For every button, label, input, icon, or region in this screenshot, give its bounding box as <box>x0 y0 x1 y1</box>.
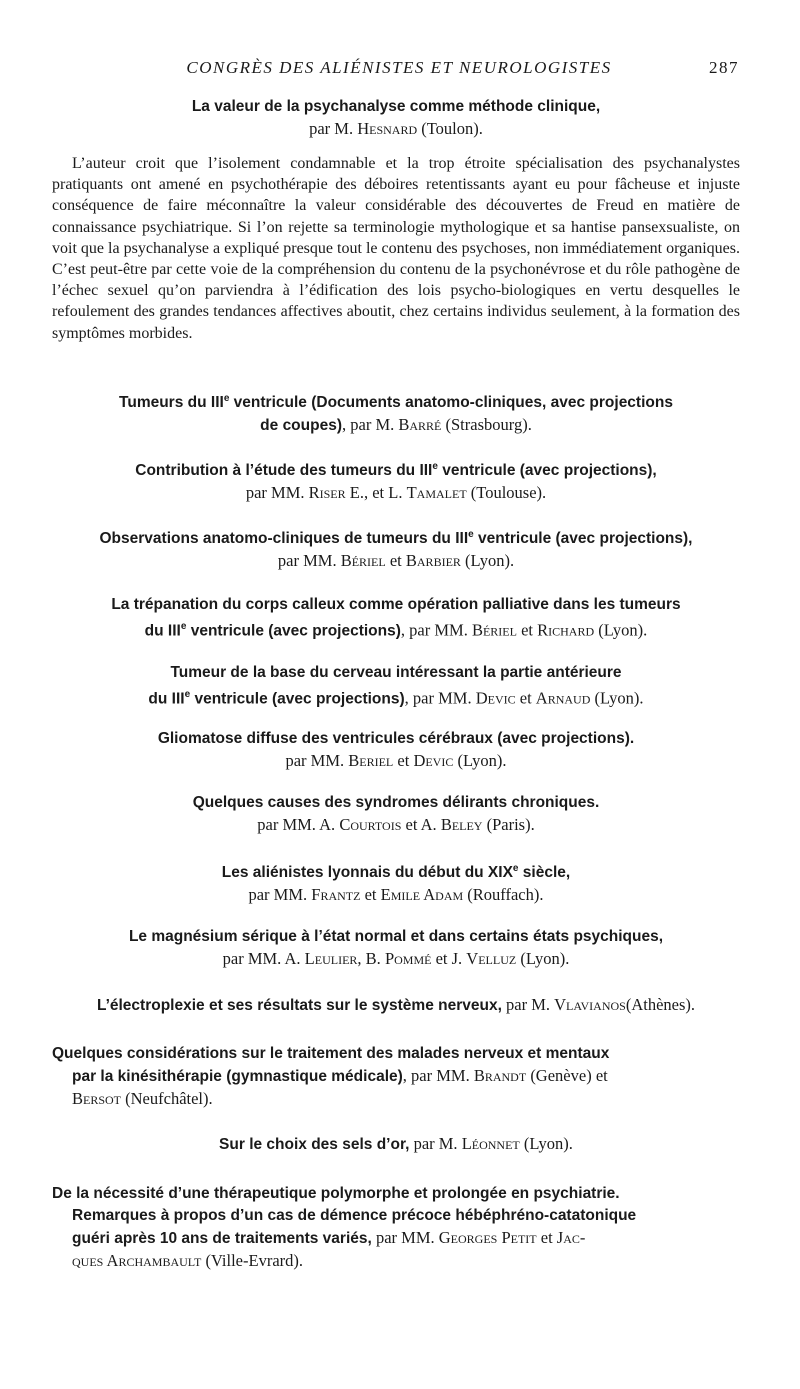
entry-kinesitherapie <box>52 1043 740 1110</box>
entry-title: Observations anatomo-cliniques de tumeurs du IIIe ventricule (avec projections), <box>99 529 693 548</box>
entry-psychanalyse <box>52 96 740 140</box>
entry-tumeurs-barre <box>52 388 740 437</box>
entry-trepanation <box>52 594 740 643</box>
entry-title: Tumeurs du IIIe ventricule (Documents anatomo-cliniques, avec projections <box>119 393 673 412</box>
entry-byline: par MM. A. Leulier, B. Pommé et J. Velluz (Lyon). <box>222 949 570 968</box>
running-header <box>55 58 743 82</box>
page-number: 287 <box>709 58 739 77</box>
entry-title: De la nécessité d’une thérapeutique polymorphe et prolongée en psychiatrie. <box>52 1185 620 1202</box>
entry-title: Gliomatose diffuse des ventricules cérébraux (avec projections). <box>157 730 635 747</box>
entry-title-line: Sur le choix des sels d’or, par M. Léonnet (Lyon). <box>219 1134 573 1153</box>
entry-electroplexie <box>52 994 740 1017</box>
entry-title: La trépanation du corps calleux comme opération palliative dans les tumeurs <box>111 596 681 613</box>
entry-byline: ques Archambault (Ville-Evrard). <box>72 1251 304 1270</box>
entry-tumeur-base <box>52 662 740 711</box>
entry-observations-beriel <box>52 524 740 572</box>
entry-contribution-riser <box>52 456 740 504</box>
entry-gliomatose <box>52 728 740 772</box>
entry-byline: par MM. Riser E., et L. Tamalet (Toulouse). <box>245 483 547 503</box>
running-title: CONGRÈS DES ALIÉNISTES ET NEUROLOGISTES <box>186 58 612 77</box>
entry-magnesium <box>52 926 740 970</box>
entry-syndromes-delirants <box>52 792 740 836</box>
entry-therapeutique-polymorphe <box>52 1183 740 1272</box>
entry-title: Quelques considérations sur le traitement des malades nerveux et mentaux <box>52 1045 610 1062</box>
entry-alienistes-lyonnais <box>52 858 740 906</box>
entry-byline: par MM. Bériel et Barbier (Lyon). <box>277 551 515 571</box>
entry-sels-dor <box>52 1133 740 1156</box>
entry-title: Les aliénistes lyonnais du début du XIXe siècle, <box>221 863 571 882</box>
entry-title-cont: par la kinésithérapie (gymnastique médicale), par MM. Brandt (Genève) et <box>72 1066 608 1085</box>
entry-byline: du IIIe ventricule (avec projections), par MM. Devic et Arnaud (Lyon). <box>148 688 644 708</box>
entry-byline: par MM. A. Courtois et A. Beley (Paris). <box>257 815 535 834</box>
entry-title-line: L’électroplexie et ses résultats sur le système nerveux, par M. Vlavianos(Athènes). <box>96 995 696 1014</box>
entry-title: La valeur de la psychanalyse comme méthode clinique, <box>191 98 601 115</box>
entry-title-cont2: guéri après 10 ans de traitements variés, par MM. Georges Petit et Jac- <box>72 1228 586 1247</box>
entry-title: Le magnésium sérique à l’état normal et dans certains états psychiques, <box>128 928 664 945</box>
entry-byline: du IIIe ventricule (avec projections), par MM. Bériel et Richard (Lyon). <box>144 620 648 640</box>
entry-byline: par M. Hesnard (Toulon). <box>309 119 483 138</box>
entry-byline: par MM. Beriel et Devic (Lyon). <box>285 751 507 770</box>
entry-byline: de coupes), par M. Barré (Strasbourg). <box>260 415 532 435</box>
entry-byline: par MM. Frantz et Emile Adam (Rouffach). <box>248 885 544 905</box>
entry-byline: Bersot (Neufchâtel). <box>72 1089 213 1108</box>
entry-title: Quelques causes des syndromes délirants chroniques. <box>192 794 600 811</box>
entry-abstract: L’auteur croit que l’isolement condamnable et la trop étroite spécialisation des psychanalystes pratiquants ont amené en psychothérapie des déboires retentissants ayant eu pour fâcheuse et injuste conséquence de faire méconnaître la valeur considérable des découvertes de Freud en matière de connaissance psychiatrique. Si l’on rejette sa terminologie mythologique et sa hantise pansexsualiste, on voit que la psychanalyse a expliqué presque tout le contenu des psychoses, non immédiatement organiques. C’est peut-être par cette voie de la compréhension du contenu de la psychonévrose et du rôle pathogène de l’échec sexuel qu’on parviendra à l’édification des lois psycho-biologiques en vertu desquelles le refoulement des grandes tendances affectives aboutit, chez certains individus seulement, à la formation des symptômes morbides. <box>52 155 740 342</box>
entry-title-cont: Remarques à propos d’un cas de démence précoce hébéphréno-catatonique <box>72 1207 637 1224</box>
entry-title: Contribution à l’étude des tumeurs du IIIe ventricule (avec projections), <box>135 461 657 480</box>
entry-title: Tumeur de la base du cerveau intéressant la partie antérieure <box>170 664 622 681</box>
